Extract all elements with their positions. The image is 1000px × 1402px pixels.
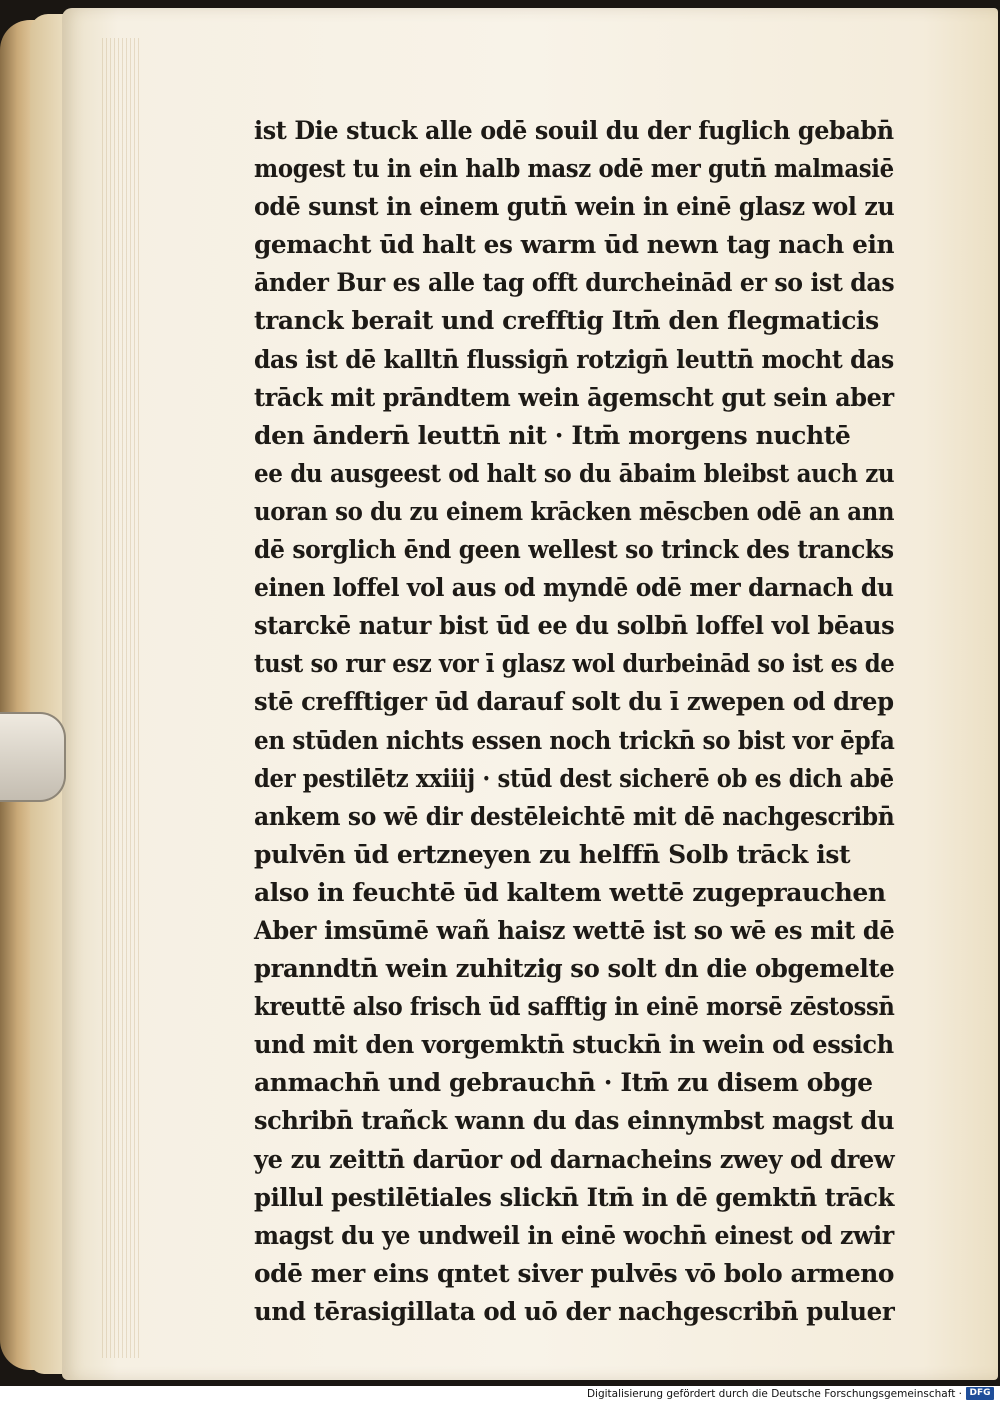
- text-line: odē sunst in einem gutn̄ wein in einē glasz wol zu: [254, 192, 895, 222]
- text-line: schribn̄ trañck wann du das einnymbst magst du: [254, 1106, 895, 1136]
- text-line: stē crefftiger ūd darauf solt du ī zwepen od drep: [254, 687, 894, 717]
- text-line: also in feuchtē ūd kaltem wettē zugeprauchen: [254, 877, 886, 907]
- dfg-logo: DFG: [966, 1387, 994, 1400]
- page-clip: [0, 712, 66, 802]
- text-line: der pestilētz xxiiij · stūd dest sicherē ob es dich abē: [254, 763, 894, 793]
- text-line: und mit den vorgemktn̄ stuckn̄ in wein od essich: [254, 1030, 894, 1060]
- text-line: starckē natur bist ūd ee du solbn̄ loffel vol bēaus: [254, 611, 895, 641]
- text-line: ye zu zeittn̄ darūor od darnacheins zwey od drew: [254, 1144, 895, 1174]
- page-edge-lines: [102, 38, 142, 1358]
- text-line: einen loffel vol aus od myndē odē mer darnach du: [254, 573, 894, 603]
- funding-credit: Digitalisierung gefördert durch die Deutsche Forschungsgemeinschaft ·: [586, 1388, 962, 1400]
- text-line: tust so rur esz vor ī glasz wol durbeinād so ist es de: [254, 649, 895, 679]
- text-line: trāck mit prāndtem wein āgemscht gut sein aber: [254, 382, 894, 412]
- text-line: ānder Bur es alle tag offt durcheinād er so ist das: [254, 268, 895, 298]
- text-line: pranndtn̄ wein zuhitzig so solt dn die obgemelte: [254, 954, 895, 984]
- text-line: magst du ye undweil in einē wochn̄ einest od zwir: [254, 1220, 894, 1250]
- text-line: tranck berait und crefftig Itm̄ den flegmaticis: [254, 306, 879, 336]
- text-line: ankem so wē dir destēleichtē mit dē nachgescribn̄: [254, 801, 895, 831]
- text-line: und tērasigillata od uō der nachgescribn̄ puluer: [254, 1296, 895, 1326]
- text-line: den āndern̄ leuttn̄ nit · Itm̄ morgens nuchtē: [254, 420, 851, 450]
- text-line: pulvēn ūd ertzneyen zu helffn̄ Solb trāck ist: [254, 839, 851, 869]
- text-line: ist Die stuck alle odē souil du der fuglich gebabn̄: [254, 116, 894, 145]
- text-line: odē mer eins qntet siver pulvēs vō bolo armeno: [254, 1258, 895, 1288]
- text-line: ee du ausgeest od halt so du ābaim bleibst auch zu: [254, 458, 895, 488]
- text-line: kreuttē also frisch ūd safftig in einē morsē zēstossn̄: [254, 992, 895, 1022]
- text-line: en stūden nichts essen noch trickn̄ so bist vor ēpfa: [254, 725, 895, 755]
- text-line: Aber imsūmē wañ haisz wettē ist so wē es mit dē: [254, 915, 895, 945]
- text-line: dē sorglich ēnd geen wellest so trinck des trancks: [254, 535, 894, 565]
- text-line: anmachn̄ und gebrauchn̄ · Itm̄ zu disem obge: [254, 1068, 873, 1098]
- text-line: das ist dē kalltn̄ flussign̄ rotzign̄ leuttn̄ mocht das: [254, 344, 894, 374]
- text-line: uoran so du zu einem krācken mēscben odē an ann: [254, 496, 895, 526]
- printed-text-block: [254, 112, 894, 1331]
- text-line: pillul pestilētiales slickn̄ Itm̄ in dē gemktn̄ trāck: [254, 1182, 895, 1212]
- text-line: mogest tu in ein halb masz odē mer gutn̄ malmasiē: [254, 154, 894, 184]
- text-line: gemacht ūd halt es warm ūd newn tag nach ein: [254, 230, 895, 260]
